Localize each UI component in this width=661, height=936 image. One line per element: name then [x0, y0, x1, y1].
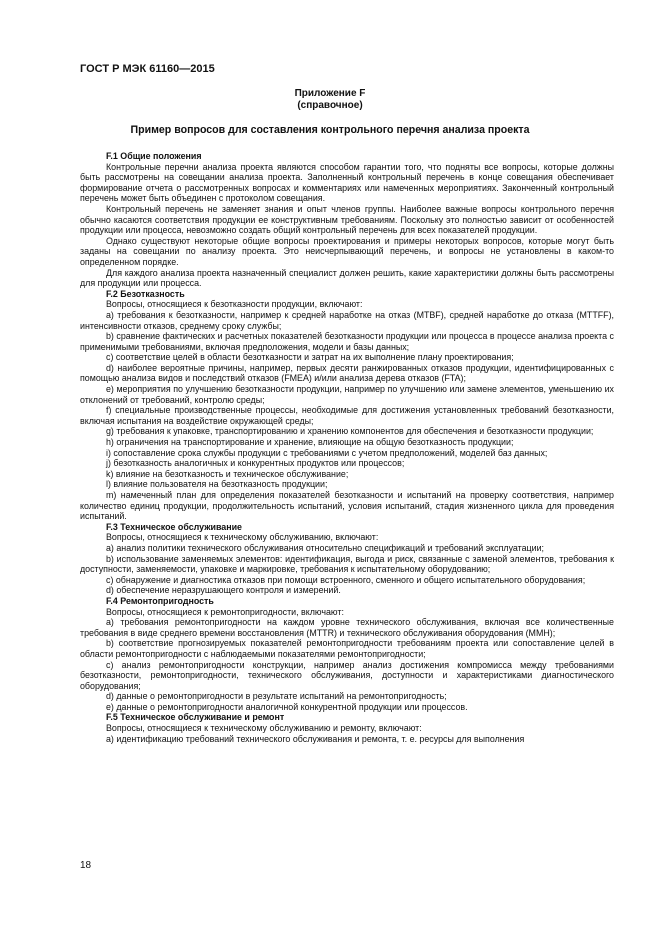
paragraph: e) данные о ремонтопригодности аналогичной конкурентной продукции или процессов. — [106, 701, 468, 712]
paragraph: f) специальные производственные процессы, необходимые для достижения установленных требований безотказности, включая испытания на воздействие окружающей среды; — [80, 405, 614, 426]
paragraph: b) сравнение фактических и расчетных показателей безотказности продукции или процесса в процессе анализа проекта с применимыми требованиями, включая предположения, модели и базы данных; — [80, 331, 614, 352]
section-heading: F.1 Общие положения — [106, 151, 202, 161]
paragraph: a) требования к безотказности, например к средней наработке на отказ (MTBF), средней наработке до отказа (MTTFF), интенсивности отказов, среднему сроку службы; — [80, 309, 614, 331]
page-number: 18 — [80, 860, 92, 871]
paragraph: Контрольные перечни анализа проекта являются способом гарантии того, что подняты все вопросы, которые должны быть рассмотрены на совещании анализа проекта. Заполненный контрольный перечень в конце совещания обеспечивает формирование отчета о рассмотренных вопросах и комментариях или намеченных мероприятиях. Законченный контрольный перечень может быть объединен с протоколом совещания. — [80, 161, 614, 204]
paragraph: Вопросы, относящиеся к техническому обслуживанию и ремонту, включают: — [106, 723, 422, 734]
paragraph: d) наиболее вероятные причины, например, первых десяти ранжированных отказов продукции, идентифицированных с помощью анализа видов и последствий отказов (FMEA) и/или анализа дерева отказов (FTA); — [80, 362, 614, 384]
paragraph: d) данные о ремонтопригодности в результате испытаний на ремонтопригодность; — [106, 691, 447, 702]
paragraph: e) мероприятия по улучшению безотказности продукции, например по улучшению или замене элементов, уменьшению их отклонений от требований, контролю среды; — [80, 384, 614, 405]
paragraph: l) влияние пользователя на безотказность продукции; — [106, 479, 328, 490]
paragraph: Вопросы, относящиеся к техническому обслуживанию, включают: — [106, 532, 379, 543]
paragraph: c) обнаружение и диагностика отказов при помощи встроенного, сменного и общего испытательного оборудования; — [106, 574, 586, 585]
paragraph: c) соответствие целей в области безотказности и затрат на их выполнение плану проектирования; — [106, 352, 514, 363]
section-heading: F.4 Ремонтопригодность — [106, 595, 214, 606]
paragraph: i) сопоставление срока службы продукции с требованиями с учетом предположений, моделей баз данных; — [106, 447, 548, 458]
annex-kind: (справочное) — [297, 100, 363, 111]
paragraph: k) влияние на безотказность и техническое обслуживание; — [106, 468, 349, 479]
section-heading: F.2 Безотказность — [106, 288, 185, 299]
paragraph: d) обеспечение неразрушающего контроля и измерений. — [106, 585, 341, 596]
paragraph: g) требования к упаковке, транспортированию и хранению компонентов для обеспечения и безотказности продукции; — [106, 426, 594, 437]
paragraph: Для каждого анализа проекта назначенный специалист должен решить, какие характеристики должны быть рассмотрены для продукции или процесса. — [80, 267, 614, 289]
paragraph: a) анализ политики технического обслуживания относительно спецификаций и требований эксплуатации; — [106, 542, 545, 553]
section-heading: F.5 Техническое обслуживание и ремонт — [106, 712, 285, 723]
annex-heading: Пример вопросов для составления контрольного перечня анализа проекта — [130, 124, 530, 136]
standard-header: ГОСТ Р МЭК 61160—2015 — [80, 63, 215, 75]
paragraph: Вопросы, относящиеся к безотказности продукции, включают: — [106, 299, 363, 310]
paragraph: a) требования ремонтопригодности на каждом уровне технического обслуживания, включая все количественные требования в виде среднего времени восстановления (MTTR) и технического обслуживания оборудования (MMH); — [80, 617, 614, 638]
paragraph: Контрольный перечень не заменяет знания и опыт членов группы. Наиболее важные вопросы контрольного перечня обычно касаются соответствия продукции ее конструктивным требованиям. Поскольку это полностью зависит от особенностей продукции или процесса, невозможно создать общий контрольный перечень для всех показателей продукции. — [80, 203, 614, 236]
paragraph: c) анализ ремонтопригодности конструкции, например анализ достижения компромисса между требованиями безотказности, ремонтопригодности, технического обслуживания, доступности и характеристиками диагностического оборудования; — [80, 659, 614, 691]
paragraph: b) использование заменяемых элементов: идентификация, выгода и риск, связанные с заменой элементов, требования к доступности, заменяемости, упаковке и маркировке, требования к испытательному оборудованию; — [80, 553, 614, 575]
annex-title: Приложение F — [294, 88, 366, 99]
paragraph: Вопросы, относящиеся к ремонтопригодности, включают: — [106, 606, 344, 617]
paragraph: m) намеченный план для определения показателей безотказности и испытаний на проверку соответствия, например количество единиц продукции, продолжительность испытаний, условия испытаний, стадия жизненного цикла для проведения испытаний. — [80, 490, 614, 522]
section-heading: F.3 Техническое обслуживание — [106, 521, 242, 532]
paragraph: h) ограничения на транспортирование и хранение, влияющие на общую безотказность продукции; — [106, 437, 514, 448]
paragraph: a) идентификацию требований технического обслуживания и ремонта, т. е. ресурсы для выполнения — [106, 733, 525, 744]
paragraph: b) соответствие прогнозируемых показателей ремонтопригодности требованиям проекта или сопоставление целей в области ремонтопригодности с наблюдаемыми показателями ремонтопригодности; — [80, 638, 614, 659]
paragraph: j) безотказность аналогичных и конкурентных продуктов или процессов; — [106, 458, 405, 469]
document-body — [80, 151, 614, 744]
paragraph: Однако существуют некоторые общие вопросы проектирования и примеры некоторых вопросов, которые могут быть заданы на совещании по анализу проекта. Это неисчерпывающий перечень, и вопросы не установлены в каком-то определенном порядке. — [80, 235, 614, 267]
